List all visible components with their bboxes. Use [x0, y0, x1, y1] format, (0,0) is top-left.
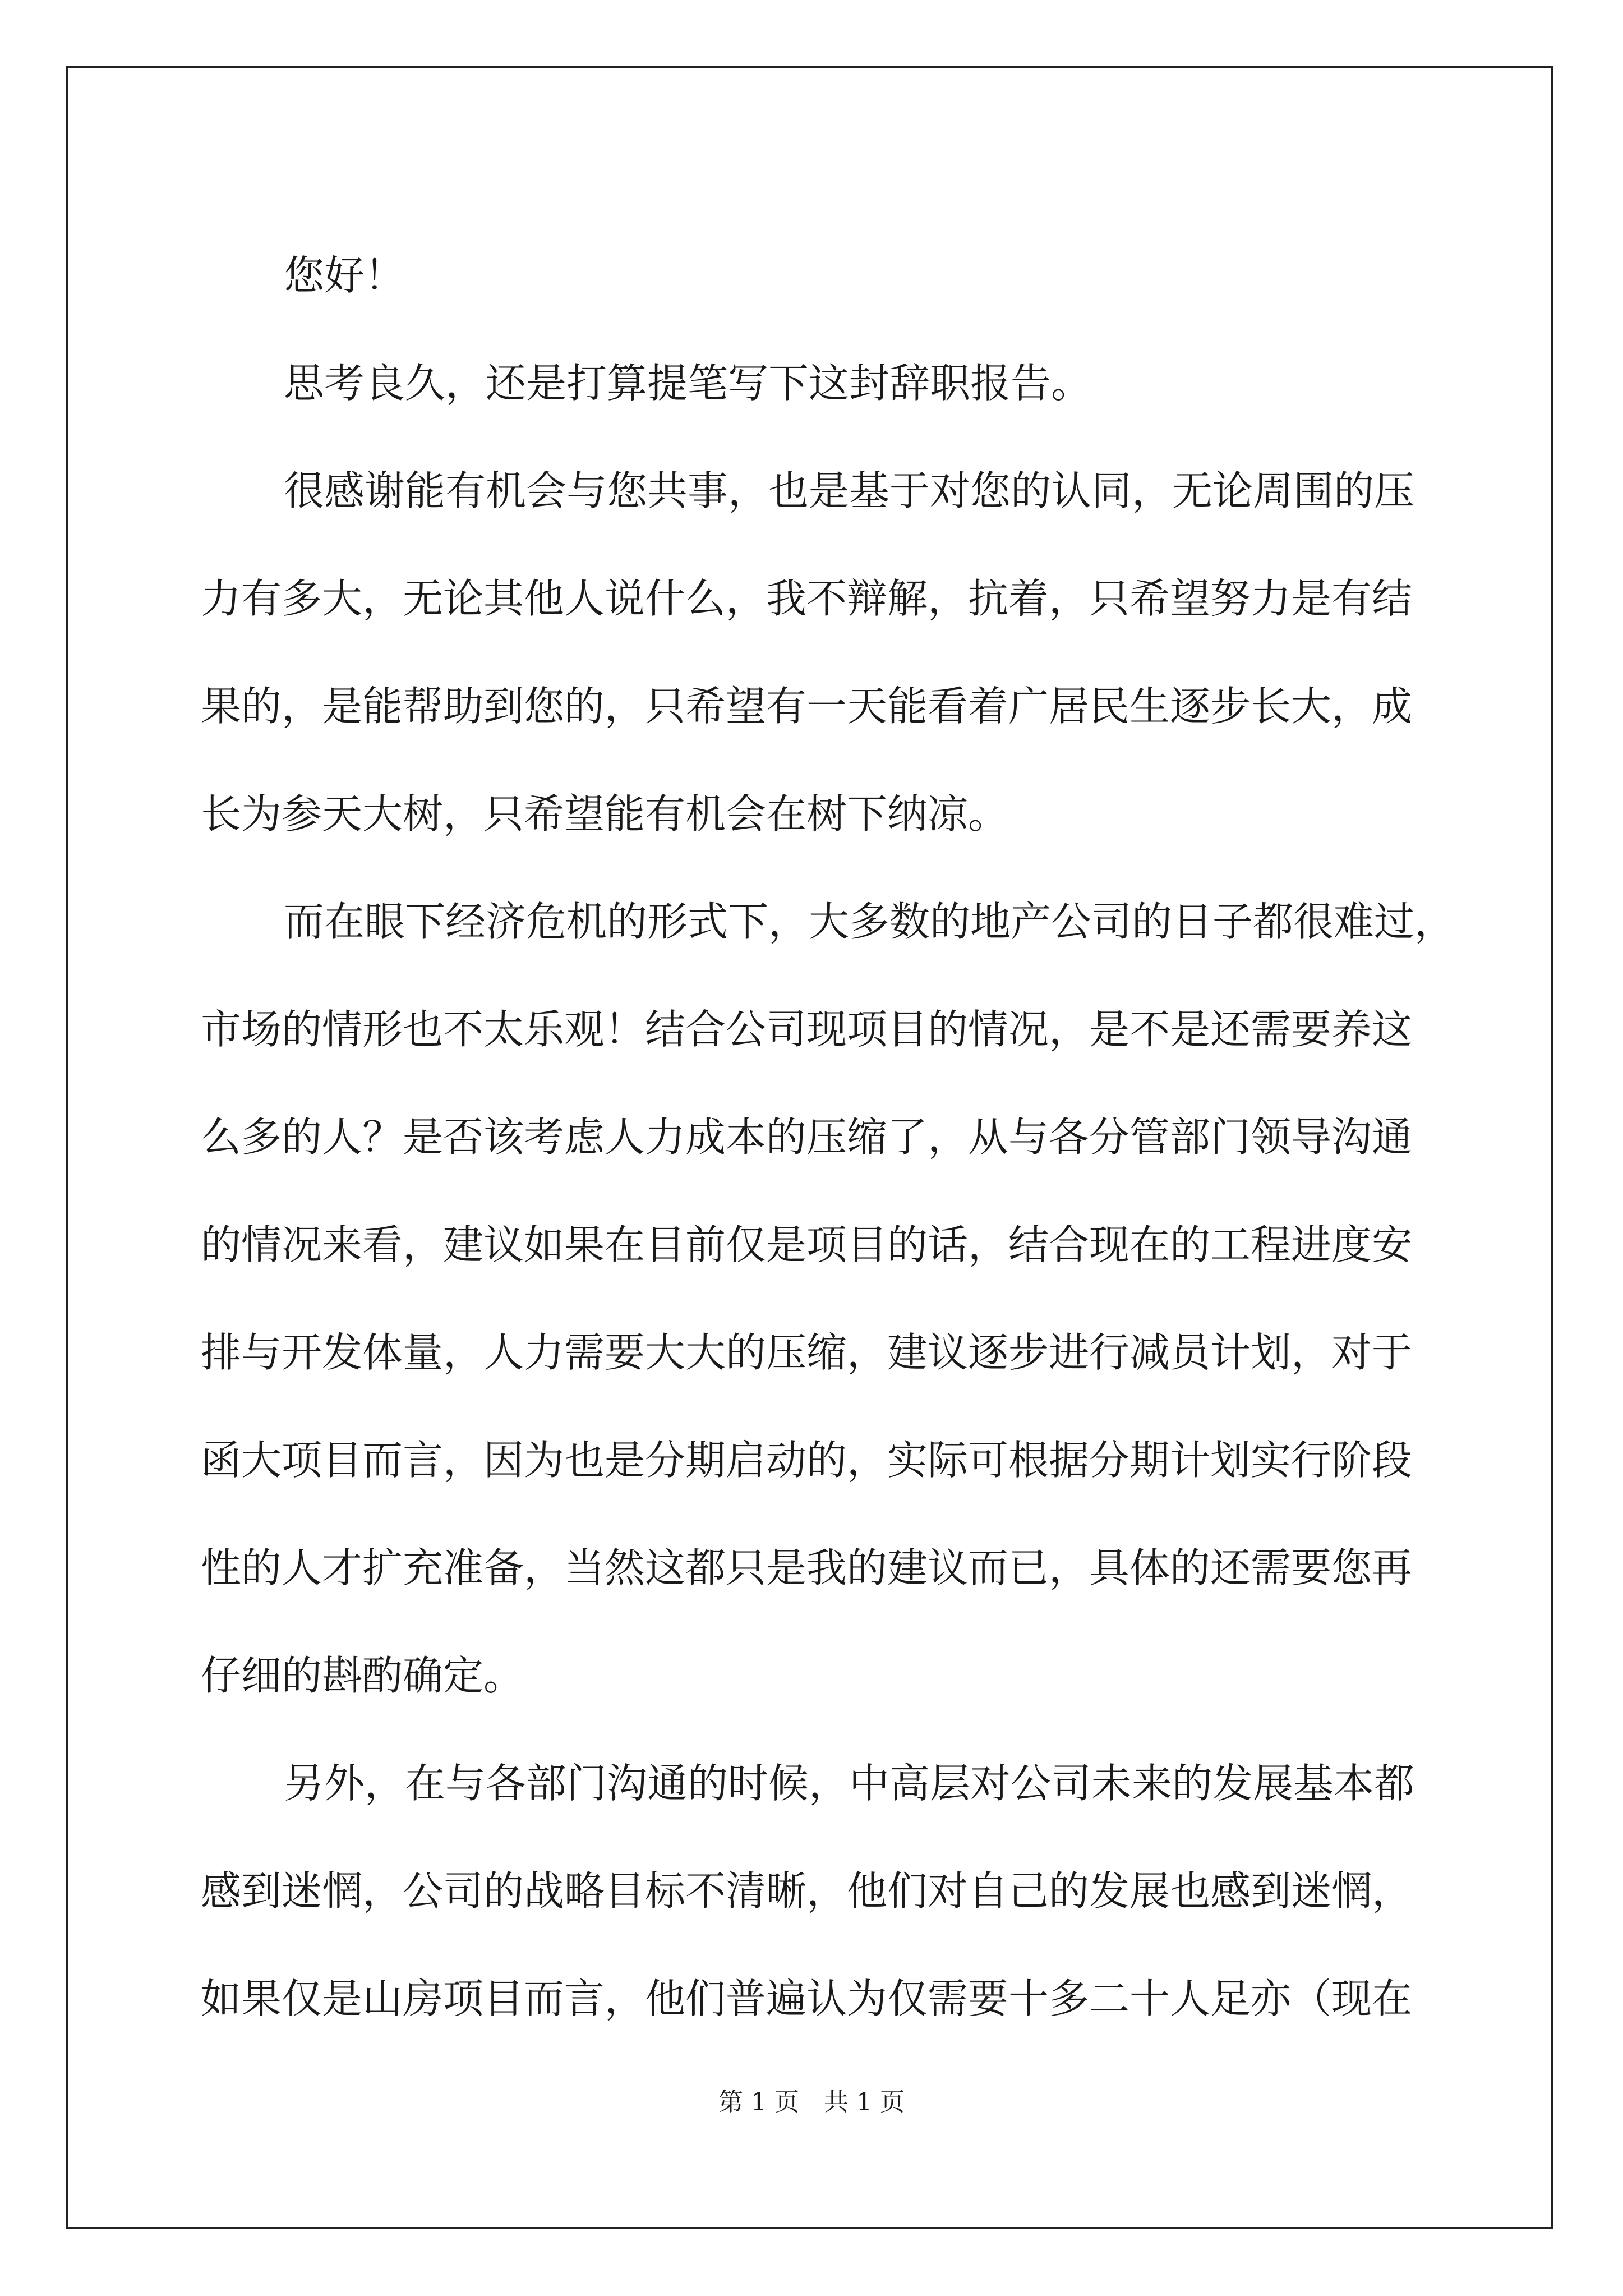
- text-line: 市场的情形也不太乐观！结合公司现项目的情况，是不是还需要养这: [201, 1006, 1413, 1053]
- text-line: 您好！: [284, 252, 405, 299]
- text-line: 仔细的斟酌确定。: [201, 1652, 524, 1699]
- text-line: 排与开发体量，人力需要大大的压缩，建议逐步进行减员计划，对于: [201, 1329, 1413, 1376]
- text-line: 如果仅是山房项目而言，他们普遍认为仅需要十多二十人足亦（现在: [201, 1975, 1413, 2022]
- text-line: 而在眼下经济危机的形式下，大多数的地产公司的日子都很难过，: [284, 898, 1455, 945]
- text-line: 函大项目而言，因为也是分期启动的，实际可根据分期计划实行阶段: [201, 1437, 1413, 1484]
- text-line: 另外，在与各部门沟通的时候，中高层对公司未来的发展基本都: [284, 1760, 1415, 1807]
- text-line: 力有多大，无论其他人说什么，我不辩解，抗着，只希望努力是有结: [201, 575, 1413, 622]
- text-line: 性的人才扩充准备，当然这都只是我的建议而已，具体的还需要您再: [201, 1544, 1413, 1591]
- text-line: 思考良久，还是打算提笔写下这封辞职报告。: [284, 360, 1092, 407]
- text-line: 的情况来看，建议如果在目前仅是项目的话，结合现在的工程进度安: [201, 1221, 1413, 1268]
- text-line: 很感谢能有机会与您共事，也是基于对您的认同，无论周围的压: [284, 467, 1415, 514]
- text-line: 长为参天大树，只希望能有机会在树下纳凉。: [201, 790, 1009, 838]
- text-line: 感到迷惘，公司的战略目标不清晰，他们对自己的发展也感到迷惘，: [201, 1867, 1413, 1915]
- text-line: 果的，是能帮助到您的，只希望有一天能看着广居民生逐步长大，成: [201, 683, 1413, 730]
- page-footer: 第 1 页 共 1 页: [718, 2088, 905, 2116]
- document-body: [201, 222, 1455, 2053]
- text-line: 么多的人？是否该考虑人力成本的压缩了，从与各分管部门领导沟通: [201, 1114, 1413, 1161]
